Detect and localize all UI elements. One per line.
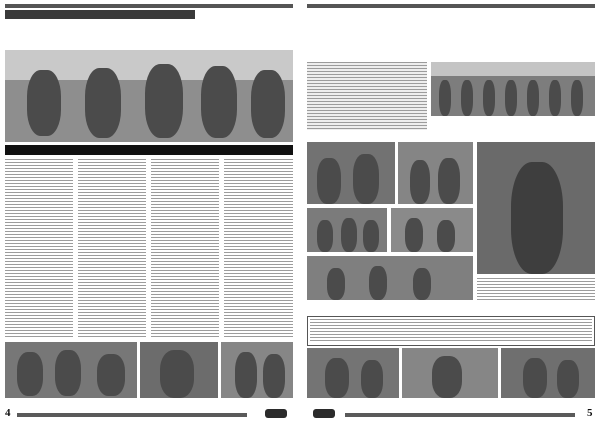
sky-area bbox=[431, 62, 595, 76]
soldiers-top-photo bbox=[5, 50, 293, 142]
right-header-band bbox=[307, 4, 595, 8]
person-figure bbox=[353, 154, 379, 204]
text-column-3 bbox=[151, 159, 219, 339]
person-figure bbox=[523, 358, 547, 398]
officers-photo bbox=[307, 142, 395, 204]
person-figure bbox=[432, 356, 462, 398]
right-text-column bbox=[477, 278, 595, 300]
second-article-text bbox=[310, 319, 592, 343]
person-figure bbox=[363, 220, 379, 252]
person-figure bbox=[55, 350, 81, 396]
person-figure bbox=[263, 354, 285, 398]
text-column-4 bbox=[224, 159, 293, 339]
right-page bbox=[305, 4, 597, 420]
second-article-frame bbox=[307, 316, 595, 346]
bottom-photo-3 bbox=[501, 348, 595, 398]
person-figure bbox=[505, 80, 517, 116]
field-photo bbox=[398, 142, 473, 204]
person-figure bbox=[97, 354, 125, 396]
left-header-band bbox=[5, 4, 293, 8]
person-figure bbox=[557, 360, 579, 398]
soldier-figure bbox=[201, 66, 237, 138]
person-figure bbox=[571, 80, 583, 116]
right-page-number: 5 bbox=[587, 407, 593, 419]
left-main-headline-bar bbox=[5, 145, 293, 155]
right-footer-logo bbox=[313, 409, 335, 418]
soldier-figure bbox=[27, 70, 61, 136]
left-footer-logo bbox=[265, 409, 287, 418]
person-figure bbox=[527, 80, 539, 116]
person-figure bbox=[461, 80, 473, 116]
person-figure bbox=[439, 80, 451, 116]
group-photo-2 bbox=[391, 208, 473, 252]
person-figure bbox=[437, 220, 455, 252]
person-figure bbox=[438, 158, 460, 204]
person-figure bbox=[511, 162, 563, 274]
person-figure bbox=[341, 218, 357, 252]
left-footer-bar bbox=[17, 413, 247, 417]
person-figure bbox=[549, 80, 561, 116]
person-figure bbox=[410, 160, 430, 204]
portrait-photo bbox=[477, 142, 595, 274]
person-figure bbox=[325, 358, 349, 398]
intro-text-block bbox=[307, 62, 427, 130]
bottom-left-photo bbox=[5, 342, 137, 398]
text-column-2 bbox=[78, 159, 146, 339]
left-page bbox=[3, 4, 295, 420]
bottom-photo-1 bbox=[307, 348, 399, 398]
right-footer-bar bbox=[345, 413, 575, 417]
bottom-center-photo bbox=[140, 342, 218, 398]
person-figure bbox=[235, 352, 257, 398]
person-figure bbox=[369, 266, 387, 300]
person-figure bbox=[413, 268, 431, 300]
person-figure bbox=[317, 158, 341, 204]
bottom-photo-2 bbox=[402, 348, 498, 398]
person-figure bbox=[327, 268, 345, 300]
person-figure bbox=[361, 360, 383, 398]
soldier-figure bbox=[251, 70, 285, 138]
person-figure bbox=[317, 220, 333, 252]
person-figure bbox=[405, 218, 423, 252]
bottom-right-photo bbox=[221, 342, 293, 398]
group-photo-3 bbox=[307, 256, 473, 300]
person-figure bbox=[483, 80, 495, 116]
person-figure bbox=[17, 352, 43, 396]
soldier-figure bbox=[145, 64, 183, 138]
left-page-number: 4 bbox=[5, 407, 11, 419]
text-column-1 bbox=[5, 159, 73, 339]
group-photo-1 bbox=[307, 208, 387, 252]
left-section-band bbox=[5, 10, 195, 19]
soldier-figure bbox=[85, 68, 121, 138]
person-figure bbox=[160, 350, 194, 398]
lineup-photo bbox=[431, 62, 595, 116]
